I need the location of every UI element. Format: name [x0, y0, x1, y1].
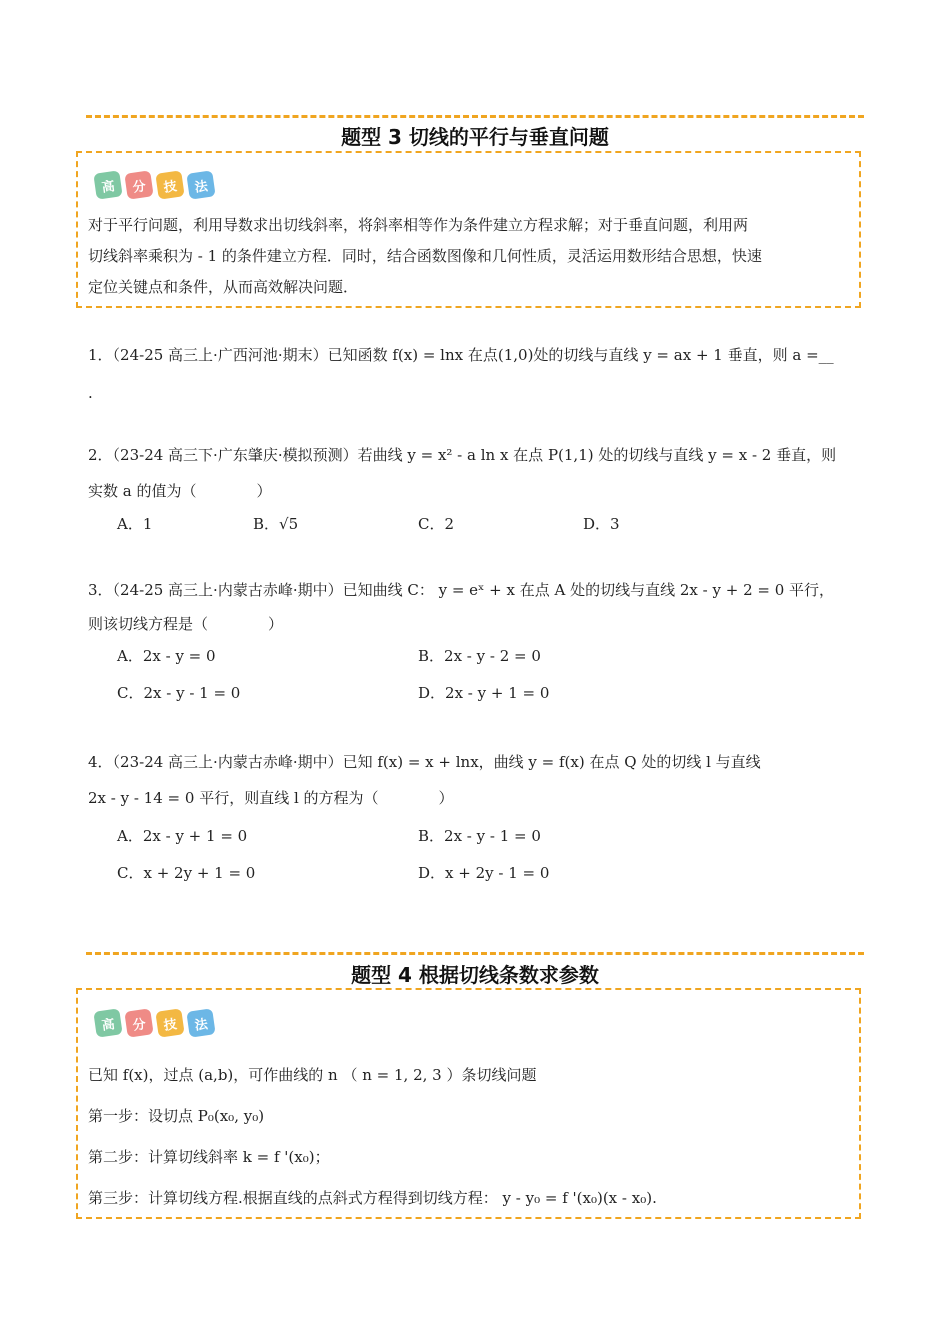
section3-top-rule [86, 115, 864, 118]
q4-line2: 2x - y - 14 = 0 平行，则直线 l 的方程为（ ） [88, 789, 454, 807]
question-4 [88, 751, 863, 809]
question-3 [88, 579, 863, 635]
q3-line2: 则该切线方程是（ ） [88, 615, 284, 633]
section3-badge-row [95, 172, 219, 198]
q3-option-d[interactable]: D．2x - y + 1 = 0 [418, 684, 550, 702]
step-intro: 已知 f(x)，过点 (a,b)，可作曲线的 n （ n = 1, 2, 3 ）条切线问题 [88, 1066, 537, 1084]
step-1: 第一步：设切点 P₀(x₀, y₀) [88, 1107, 265, 1125]
section3-tip-text [88, 210, 850, 303]
q4-option-c[interactable]: C．x + 2y + 1 = 0 [117, 864, 256, 882]
section4-top-rule [86, 952, 864, 955]
q2-option-c[interactable]: C．2 [418, 515, 455, 533]
section3-title: 题型 3 切线的平行与垂直问题 [341, 125, 609, 149]
tip-line-2: 切线斜率乘积为 - 1 的条件建立方程．同时，结合函数图像和几何性质，灵活运用数形结合思想，快速 [88, 247, 762, 265]
q3-option-c[interactable]: C．2x - y - 1 = 0 [117, 684, 241, 702]
badge-ji: 技 [155, 170, 184, 199]
section4-steps [88, 1055, 850, 1219]
badge-fen: 分 [124, 170, 153, 199]
q3-option-a[interactable]: A．2x - y = 0 [117, 647, 216, 665]
q2-line2: 实数 a 的值为（ ） [88, 482, 272, 500]
badge-fen: 分 [124, 1008, 153, 1037]
step-2: 第二步：计算切线斜率 k = f '(x₀)； [88, 1148, 330, 1166]
badge-gao: 高 [93, 170, 122, 199]
badge-ji: 技 [155, 1008, 184, 1037]
q2-option-b[interactable]: B．√5 [253, 515, 299, 533]
step-3: 第三步：计算切线方程.根据直线的点斜式方程得到切线方程： y - y₀ = f '(x₀)(x - x₀). [88, 1189, 657, 1207]
tip-line-1: 对于平行问题，利用导数求出切线斜率，将斜率相等作为条件建立方程求解；对于垂直问题，利用两 [88, 216, 749, 234]
q1-tail: . [88, 384, 93, 402]
tip-line-3: 定位关键点和条件，从而高效解决问题． [88, 278, 359, 296]
question-1 [88, 344, 863, 404]
q4-option-a[interactable]: A．2x - y + 1 = 0 [117, 827, 248, 845]
q2-option-a[interactable]: A．1 [117, 515, 153, 533]
q4-option-d[interactable]: D．x + 2y - 1 = 0 [418, 864, 550, 882]
q4-line1: 4．（23-24 高三上·内蒙古赤峰·期中）已知 f(x) = x + lnx，曲线 y = f(x) 在点 Q 处的切线 l 与直线 [88, 753, 761, 771]
question-2 [88, 444, 863, 502]
q4-option-b[interactable]: B．2x - y - 1 = 0 [418, 827, 541, 845]
q2-line1: 2．（23-24 高三下·广东肇庆·模拟预测）若曲线 y = x² - a ln x 在点 P(1,1) 处的切线与直线 y = x - 2 垂直，则 [88, 446, 837, 464]
section4-badge-row [95, 1010, 219, 1036]
badge-fa: 法 [186, 170, 215, 199]
q3-option-b[interactable]: B．2x - y - 2 = 0 [418, 647, 541, 665]
q2-option-d[interactable]: D．3 [583, 515, 620, 533]
badge-gao: 高 [93, 1008, 122, 1037]
q3-line1: 3．（24-25 高三上·内蒙古赤峰·期中）已知曲线 C： y = eˣ + x 在点 A 处的切线与直线 2x - y + 2 = 0 平行， [88, 581, 835, 599]
q1-text: 1．（24-25 高三上·广西河池·期末）已知函数 f(x) = lnx 在点(1,0)处的切线与直线 y = ax + 1 垂直，则 a =__ [88, 346, 834, 364]
section4-title: 题型 4 根据切线条数求参数 [351, 963, 599, 987]
badge-fa: 法 [186, 1008, 215, 1037]
